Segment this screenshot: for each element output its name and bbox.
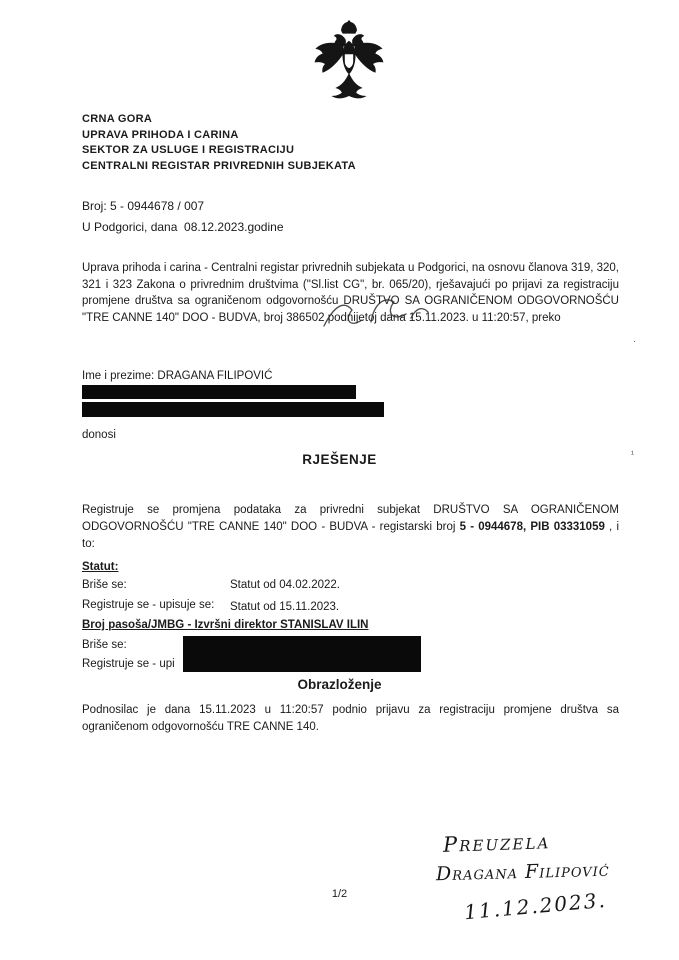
new-statut-value: Statut od 15.11.2023. <box>230 601 340 613</box>
registruje-se-label: Registruje se - upisuje se: <box>82 599 215 611</box>
explanation-paragraph: Podnosilac je dana 15.11.2023 u 11:20:57 podnio prijavu za registraciju promjene društva sa ograničenom odgovornošću TRE CANNE 140. <box>82 704 619 733</box>
registration-id-bold: 5 - 0944678, PIB 03331059 <box>459 521 605 533</box>
montenegro-coat-of-arms-icon <box>303 20 395 108</box>
letterhead-country: CRNA GORA <box>82 113 153 125</box>
donosi-line: donosi <box>82 429 116 441</box>
passport-section-heading: Broj pasoša/JMBG - Izvršni direktor STANISLAV ILIN <box>82 619 369 631</box>
decision-title: RJEŠENJE <box>302 452 377 467</box>
double-headed-eagle-graphic <box>305 20 393 108</box>
decision-paragraph <box>82 502 619 553</box>
redaction-block <box>183 636 421 672</box>
handwritten-name: Dragana Filipović <box>435 858 610 886</box>
scan-artifact: ¹ <box>631 449 634 459</box>
page-number: 1/2 <box>331 888 348 900</box>
letterhead-sector: SEKTOR ZA USLUGE I REGISTRACIJU <box>82 144 295 156</box>
decision-text-start: Registruje se promjena podataka za privredni subjekat DRUŠTVO SA OGRANIČENOM ODGOVORNOŠĆU "TRE CANNE 140" DOO - BUDVA - registarski broj <box>82 504 619 533</box>
letterhead <box>82 112 356 174</box>
statut-section-heading: Statut: <box>82 561 119 573</box>
decision-text-end: , i to: <box>82 521 619 550</box>
redaction-bar <box>82 402 384 417</box>
place-date-line: U Podgorici, dana 08.12.2023.godine <box>82 220 284 234</box>
explanation-title: Obrazloženje <box>297 677 382 692</box>
brise-se-label: Briše se: <box>82 639 127 651</box>
intro-paragraph: Uprava prihoda i carina - Centralni registar privrednih subjekata u Podgorici, na osnovu članova 319, 320, 321 i 323 Zakona o privrednim društvima ("Sl.list CG", br. 065/20), rješavajući po prijavi za registraciju promjene društva sa ograničenom odgovornošću DRUŠTVO SA OGRANIČENOM ODGOVORNOŠĆU "TRE CANNE 140" DOO - BUDVA, broj 386502 podnijetoj dana 15.11.2023. u 11:20:57, preko <box>82 262 619 324</box>
brise-se-label: Briše se: <box>82 579 127 591</box>
scan-artifact: · <box>633 336 636 346</box>
redaction-bar <box>82 385 356 399</box>
handwritten-date: 11.12.2023. <box>463 887 608 925</box>
handwritten-preuzela: Preuzela <box>442 829 551 857</box>
submitter-name-line: Ime i prezime: DRAGANA FILIPOVIĆ <box>82 370 273 382</box>
registruje-se-partial-label: Registruje se - upi <box>82 658 175 670</box>
old-statut-value: Statut od 04.02.2022. <box>230 579 340 591</box>
reference-number-line: Broj: 5 - 0944678 / 007 <box>82 199 205 213</box>
letterhead-registry: CENTRALNI REGISTAR PRIVREDNIH SUBJEKATA <box>82 159 356 172</box>
letterhead-administration: UPRAVA PRIHODA I CARINA <box>82 128 239 141</box>
